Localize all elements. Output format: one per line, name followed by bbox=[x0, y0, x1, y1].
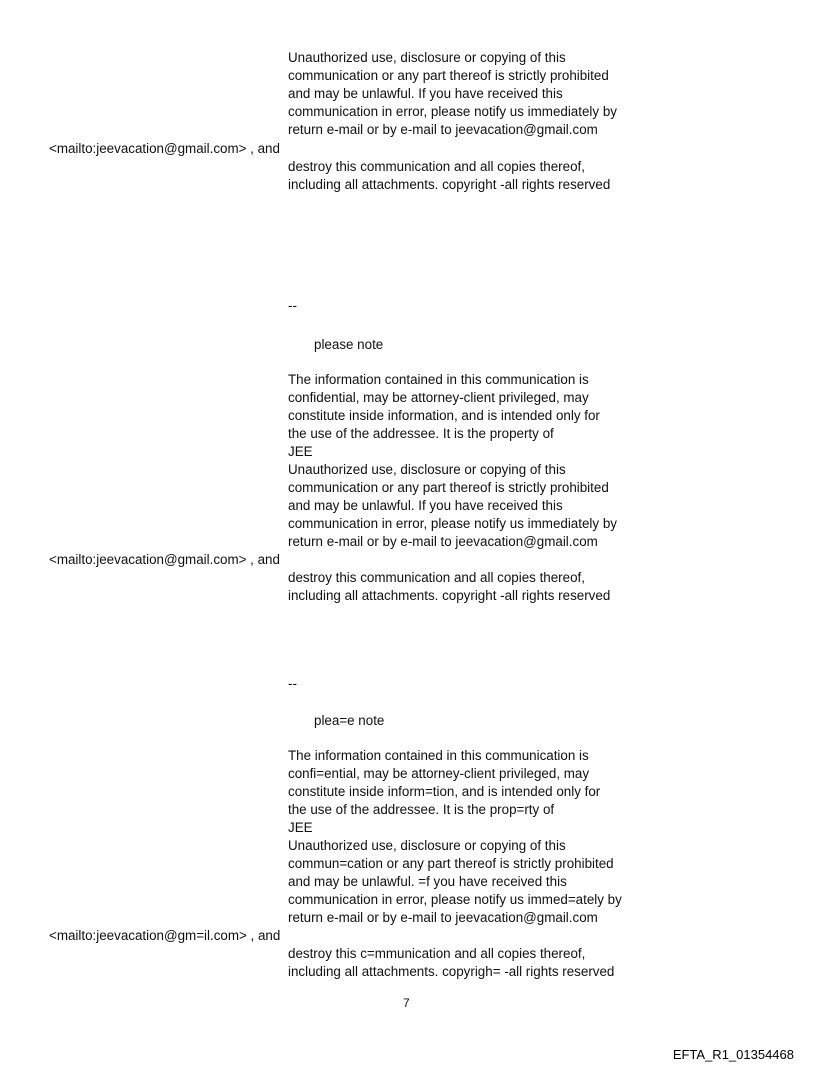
body-line: the use of the addressee. It is the prop=rty of bbox=[288, 802, 555, 817]
mailto-line: <mailto:jeevacation@gm=il.com> , and bbox=[49, 928, 281, 943]
separator: -- bbox=[288, 298, 297, 313]
body-line: confi=ential, may be attorney-client privileged, may bbox=[288, 766, 590, 781]
body-line: return e-mail or by e-mail to jeevacation@gmail.com bbox=[288, 122, 598, 137]
body-line: The information contained in this communication is bbox=[288, 372, 589, 387]
body-line: Unauthorized use, disclosure or copying of this bbox=[288, 462, 566, 477]
body-line: communication in error, please notify us immed=ately by bbox=[288, 892, 622, 907]
body-line: the use of the addressee. It is the property of bbox=[288, 426, 554, 441]
body-line: and may be unlawful. =f you have received this bbox=[288, 874, 567, 889]
body-line: including all attachments. copyright -all rights reserved bbox=[288, 177, 611, 192]
body-line: communication in error, please notify us immediately by bbox=[288, 104, 617, 119]
body-line: including all attachments. copyrigh= -all rights reserved bbox=[288, 964, 615, 979]
body-line: communication or any part thereof is strictly prohibited bbox=[288, 68, 609, 83]
body-line: constitute inside inform=tion, and is intended only for bbox=[288, 784, 601, 799]
document-id: EFTA_R1_01354468 bbox=[672, 1047, 794, 1062]
body-line: destroy this communication and all copies thereof, bbox=[288, 570, 585, 585]
body-line: communication or any part thereof is strictly prohibited bbox=[288, 480, 609, 495]
mailto-line: <mailto:jeevacation@gmail.com> , and bbox=[49, 141, 280, 156]
body-line: communication in error, please notify us immediately by bbox=[288, 516, 617, 531]
body-line: including all attachments. copyright -all rights reserved bbox=[288, 588, 611, 603]
body-line: return e-mail or by e-mail to jeevacation@gmail.com bbox=[288, 534, 598, 549]
body-line: and may be unlawful. If you have received this bbox=[288, 498, 563, 513]
body-line: Unauthorized use, disclosure or copying of this bbox=[288, 50, 566, 65]
page-number: 7 bbox=[403, 996, 410, 1010]
body-line: destroy this communication and all copies thereof, bbox=[288, 159, 585, 174]
heading: please note bbox=[314, 337, 384, 352]
body-line: confidential, may be attorney-client privileged, may bbox=[288, 390, 589, 405]
body-line: return e-mail or by e-mail to jeevacation@gmail.com bbox=[288, 910, 598, 925]
heading: plea=e note bbox=[314, 713, 385, 728]
body-line: constitute inside information, and is intended only for bbox=[288, 408, 600, 423]
body-line: The information contained in this communication is bbox=[288, 748, 589, 763]
body-line: JEE bbox=[288, 444, 313, 459]
body-line: and may be unlawful. If you have received this bbox=[288, 86, 563, 101]
mailto-line: <mailto:jeevacation@gmail.com> , and bbox=[49, 552, 280, 567]
body-line: destroy this c=mmunication and all copies thereof, bbox=[288, 946, 586, 961]
separator: -- bbox=[288, 676, 297, 691]
body-line: Unauthorized use, disclosure or copying of this bbox=[288, 838, 566, 853]
body-line: commun=cation or any part thereof is strictly prohibited bbox=[288, 856, 614, 871]
body-line: JEE bbox=[288, 820, 313, 835]
